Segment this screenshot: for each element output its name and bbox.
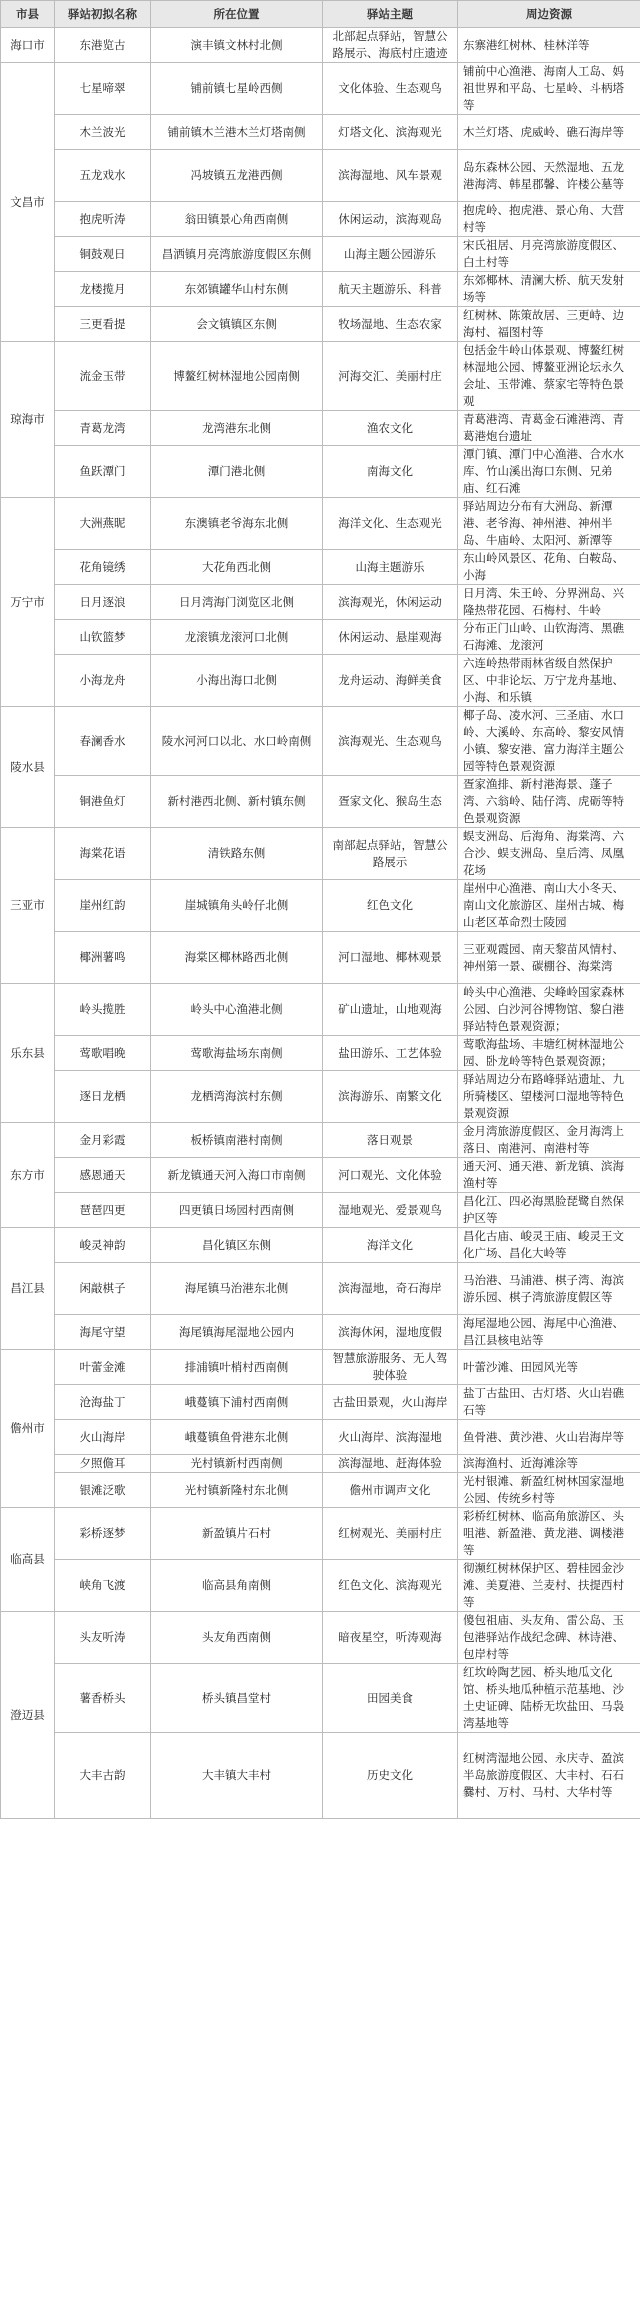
table-row bbox=[1, 307, 640, 342]
station-name-cell: 小海龙舟 bbox=[55, 655, 151, 707]
theme-cell: 疍家文化、猴岛生态 bbox=[323, 776, 458, 828]
station-name-cell: 感恩通天 bbox=[55, 1158, 151, 1193]
location-cell: 岭头中心渔港北侧 bbox=[151, 984, 323, 1036]
resources-cell: 分布正门山岭、山钦海湾、黑礁石海滩、龙滚河 bbox=[458, 620, 640, 655]
location-cell: 临高县角南侧 bbox=[151, 1560, 323, 1612]
station-name-cell: 五龙戏水 bbox=[55, 150, 151, 202]
table-row bbox=[1, 1350, 640, 1385]
resources-cell: 铺前中心渔港、海南人工岛、妈祖世界和平岛、七星岭、斗柄塔等 bbox=[458, 63, 640, 115]
resources-cell: 抱虎岭、抱虎港、景心角、大营村等 bbox=[458, 202, 640, 237]
location-cell: 光村镇新隆村东北侧 bbox=[151, 1473, 323, 1508]
county-cell: 万宁市 bbox=[1, 498, 55, 707]
resources-cell: 岭头中心渔港、尖峰岭国家森林公园、白沙河谷博物馆、黎白港驿站特色景观资源； bbox=[458, 984, 640, 1036]
theme-cell: 山海主题公园游乐 bbox=[323, 237, 458, 272]
location-cell: 新盈镇片石村 bbox=[151, 1508, 323, 1560]
station-name-cell: 山钦篮梦 bbox=[55, 620, 151, 655]
county-cell: 琼海市 bbox=[1, 342, 55, 498]
theme-cell: 盐田游乐、工艺体验 bbox=[323, 1036, 458, 1071]
location-cell: 海棠区椰林路西北侧 bbox=[151, 932, 323, 984]
station-name-cell: 薯香桥头 bbox=[55, 1664, 151, 1733]
table-row bbox=[1, 1560, 640, 1612]
resources-cell: 通天河、通天港、新龙镇、滨海渔村等 bbox=[458, 1158, 640, 1193]
header-location: 所在位置 bbox=[151, 1, 323, 28]
station-name-cell: 日月逐浪 bbox=[55, 585, 151, 620]
station-name-cell: 金月彩霞 bbox=[55, 1123, 151, 1158]
station-name-cell: 海棠花语 bbox=[55, 828, 151, 880]
table-row bbox=[1, 776, 640, 828]
theme-cell: 南部起点驿站，智慧公路展示 bbox=[323, 828, 458, 880]
theme-cell: 渔农文化 bbox=[323, 411, 458, 446]
table-row bbox=[1, 1455, 640, 1473]
county-cell: 陵水县 bbox=[1, 707, 55, 828]
resources-cell: 红树林、陈策故居、三更峙、边海村、福图村等 bbox=[458, 307, 640, 342]
theme-cell: 智慧旅游服务、无人驾驶体验 bbox=[323, 1350, 458, 1385]
theme-cell: 北部起点驿站，智慧公路展示、海底村庄遗迹 bbox=[323, 28, 458, 63]
table-row bbox=[1, 984, 640, 1036]
table-row bbox=[1, 585, 640, 620]
location-cell: 板桥镇南港村南侧 bbox=[151, 1123, 323, 1158]
county-cell: 文昌市 bbox=[1, 63, 55, 342]
resources-cell: 莺歌海盐场、丰塘红树林湿地公园、卧龙岭等特色景观资源； bbox=[458, 1036, 640, 1071]
resources-cell: 昌化江、四必海黑脸琵鹭自然保护区等 bbox=[458, 1193, 640, 1228]
station-name-cell: 莺歌唱晚 bbox=[55, 1036, 151, 1071]
resources-cell: 海尾湿地公园、海尾中心渔港、昌江县核电站等 bbox=[458, 1315, 640, 1350]
resources-cell: 潭门镇、潭门中心渔港、合水水库、竹山溪出海口东侧、兄弟庙、红石滩 bbox=[458, 446, 640, 498]
station-name-cell: 叶蕾金滩 bbox=[55, 1350, 151, 1385]
theme-cell: 滨海休闲，湿地度假 bbox=[323, 1315, 458, 1350]
theme-cell: 滨海观光，休闲运动 bbox=[323, 585, 458, 620]
county-cell: 东方市 bbox=[1, 1123, 55, 1228]
table-row bbox=[1, 28, 640, 63]
location-cell: 光村镇新村西南侧 bbox=[151, 1455, 323, 1473]
table-row bbox=[1, 1036, 640, 1071]
theme-cell: 河海交汇、美丽村庄 bbox=[323, 342, 458, 411]
table-row bbox=[1, 1733, 640, 1819]
station-name-cell: 夕照儋耳 bbox=[55, 1455, 151, 1473]
theme-cell: 火山海岸、滨海湿地 bbox=[323, 1420, 458, 1455]
location-cell: 四更镇日场园村西南侧 bbox=[151, 1193, 323, 1228]
station-name-cell: 闲敲棋子 bbox=[55, 1263, 151, 1315]
station-name-cell: 东港览古 bbox=[55, 28, 151, 63]
table-row bbox=[1, 1123, 640, 1158]
table-row bbox=[1, 1473, 640, 1508]
theme-cell: 滨海游乐、南繁文化 bbox=[323, 1071, 458, 1123]
location-cell: 会文镇镇区东侧 bbox=[151, 307, 323, 342]
table-row bbox=[1, 550, 640, 585]
county-cell: 昌江县 bbox=[1, 1228, 55, 1350]
table-row bbox=[1, 115, 640, 150]
location-cell: 清铁路东侧 bbox=[151, 828, 323, 880]
resources-cell: 木兰灯塔、虎威岭、礁石海岸等 bbox=[458, 115, 640, 150]
location-cell: 陵水河河口以北、水口岭南侧 bbox=[151, 707, 323, 776]
theme-cell: 矿山遗址，山地观海 bbox=[323, 984, 458, 1036]
station-name-cell: 花角镜绣 bbox=[55, 550, 151, 585]
station-name-cell: 火山海岸 bbox=[55, 1420, 151, 1455]
location-cell: 排浦镇叶梢村西南侧 bbox=[151, 1350, 323, 1385]
location-cell: 铺前镇木兰港木兰灯塔南侧 bbox=[151, 115, 323, 150]
location-cell: 大花角西北侧 bbox=[151, 550, 323, 585]
station-name-cell: 春澜香水 bbox=[55, 707, 151, 776]
resources-cell: 东郊椰林、清澜大桥、航天发射场等 bbox=[458, 272, 640, 307]
table-row bbox=[1, 202, 640, 237]
resources-cell: 马治港、马浦港、棋子湾、海滨游乐园、棋子湾旅游度假区等 bbox=[458, 1263, 640, 1315]
theme-cell: 滨海湿地、赶海体验 bbox=[323, 1455, 458, 1473]
table-row bbox=[1, 1385, 640, 1420]
station-name-cell: 木兰波光 bbox=[55, 115, 151, 150]
table-row bbox=[1, 446, 640, 498]
location-cell: 昌化镇区东侧 bbox=[151, 1228, 323, 1263]
table-row bbox=[1, 828, 640, 880]
station-name-cell: 椰洲薯鸣 bbox=[55, 932, 151, 984]
resources-cell: 盐丁古盐田、古灯塔、火山岩礁石等 bbox=[458, 1385, 640, 1420]
table-row bbox=[1, 498, 640, 550]
location-cell: 铺前镇七星岭西侧 bbox=[151, 63, 323, 115]
resources-cell: 傻包祖庙、头友角、雷公岛、玉包港驿站作战纪念碑、林诗港、包岸村等 bbox=[458, 1612, 640, 1664]
table-row bbox=[1, 1263, 640, 1315]
table-row bbox=[1, 1508, 640, 1560]
header-row bbox=[1, 1, 640, 28]
resources-cell: 椰子岛、凌水河、三圣庙、水口岭、大溪岭、东高岭、黎安风情小镇、黎安港、富力海洋主题公园等特色景观资源 bbox=[458, 707, 640, 776]
resources-cell: 崖州中心渔港、南山大小冬天、南山文化旅游区、崖州古城、梅山老区革命烈士陵园 bbox=[458, 880, 640, 932]
table-row bbox=[1, 1228, 640, 1263]
station-name-cell: 彩桥逐梦 bbox=[55, 1508, 151, 1560]
station-name-cell: 头友听涛 bbox=[55, 1612, 151, 1664]
location-cell: 海尾镇马治港东北侧 bbox=[151, 1263, 323, 1315]
resources-cell: 叶蕾沙滩、田园风光等 bbox=[458, 1350, 640, 1385]
county-cell: 儋州市 bbox=[1, 1350, 55, 1508]
station-name-cell: 海尾守望 bbox=[55, 1315, 151, 1350]
theme-cell: 红色文化 bbox=[323, 880, 458, 932]
table-body bbox=[1, 28, 640, 1819]
location-cell: 新龙镇通天河入海口市南侧 bbox=[151, 1158, 323, 1193]
theme-cell: 儋州市调声文化 bbox=[323, 1473, 458, 1508]
station-name-cell: 流金玉带 bbox=[55, 342, 151, 411]
table-row bbox=[1, 932, 640, 984]
theme-cell: 历史文化 bbox=[323, 1733, 458, 1819]
resources-cell: 光村银滩、新盈红树林国家湿地公园、传统乡村等 bbox=[458, 1473, 640, 1508]
location-cell: 崖城镇角头岭仔北侧 bbox=[151, 880, 323, 932]
resources-cell: 鱼骨港、黄沙港、火山岩海岸等 bbox=[458, 1420, 640, 1455]
location-cell: 博鳌红树林湿地公园南侧 bbox=[151, 342, 323, 411]
county-cell: 海口市 bbox=[1, 28, 55, 63]
station-name-cell: 抱虎听涛 bbox=[55, 202, 151, 237]
table-row bbox=[1, 1193, 640, 1228]
location-cell: 昌洒镇月亮湾旅游度假区东侧 bbox=[151, 237, 323, 272]
location-cell: 龙栖湾海滨村东侧 bbox=[151, 1071, 323, 1123]
resources-cell: 昌化古庙、峻灵王庙、峻灵王文化广场、昌化大岭等 bbox=[458, 1228, 640, 1263]
county-cell: 三亚市 bbox=[1, 828, 55, 984]
table-row bbox=[1, 237, 640, 272]
table-row bbox=[1, 342, 640, 411]
resources-cell: 包括金牛岭山体景观、博鳌红树林湿地公园、博鳌亚洲论坛永久会址、玉带滩、蔡家宅等特色景观 bbox=[458, 342, 640, 411]
location-cell: 峨蔓镇下浦村西南侧 bbox=[151, 1385, 323, 1420]
theme-cell: 灯塔文化、滨海观光 bbox=[323, 115, 458, 150]
location-cell: 莺歌海盐场东南侧 bbox=[151, 1036, 323, 1071]
county-cell: 澄迈县 bbox=[1, 1612, 55, 1819]
station-name-cell: 峡角飞渡 bbox=[55, 1560, 151, 1612]
station-name-cell: 青葛龙湾 bbox=[55, 411, 151, 446]
location-cell: 大丰镇大丰村 bbox=[151, 1733, 323, 1819]
resources-cell: 三亚观霞园、南天黎苗风情村、神州第一景、碳棚谷、海棠湾 bbox=[458, 932, 640, 984]
location-cell: 龙湾港东北侧 bbox=[151, 411, 323, 446]
table-row bbox=[1, 63, 640, 115]
station-name-cell: 三更看提 bbox=[55, 307, 151, 342]
station-name-cell: 大洲燕昵 bbox=[55, 498, 151, 550]
table-row bbox=[1, 1612, 640, 1664]
resources-cell: 东寨港红树林、桂林洋等 bbox=[458, 28, 640, 63]
location-cell: 小海出海口北侧 bbox=[151, 655, 323, 707]
county-cell: 临高县 bbox=[1, 1508, 55, 1612]
location-cell: 海尾镇海尾湿地公园内 bbox=[151, 1315, 323, 1350]
station-name-cell: 鱼跃潭门 bbox=[55, 446, 151, 498]
theme-cell: 海洋文化 bbox=[323, 1228, 458, 1263]
table-row bbox=[1, 1158, 640, 1193]
theme-cell: 落日观景 bbox=[323, 1123, 458, 1158]
theme-cell: 休闲运动，滨海观岛 bbox=[323, 202, 458, 237]
station-name-cell: 铜鼓观日 bbox=[55, 237, 151, 272]
resources-cell: 日月湾、朱王岭、分界洲岛、兴隆热带花园、石梅村、牛岭 bbox=[458, 585, 640, 620]
theme-cell: 龙舟运动、海鲜美食 bbox=[323, 655, 458, 707]
county-cell: 乐东县 bbox=[1, 984, 55, 1123]
location-cell: 东郊镇罐华山村东侧 bbox=[151, 272, 323, 307]
station-name-cell: 沧海盐丁 bbox=[55, 1385, 151, 1420]
resources-cell: 红坎岭陶艺园、桥头地瓜文化馆、桥头地瓜种植示范基地、沙土史证碑、陆桥无坎盐田、马袅湾基地等 bbox=[458, 1664, 640, 1733]
table-row bbox=[1, 1420, 640, 1455]
station-name-cell: 琶琶四更 bbox=[55, 1193, 151, 1228]
resources-cell: 六连岭热带雨林省级自然保护区、中非论坛、万宁龙舟基地、小海、和乐镇 bbox=[458, 655, 640, 707]
resources-cell: 金月湾旅游度假区、金月海湾上落日、南港河、南港村等 bbox=[458, 1123, 640, 1158]
theme-cell: 红树观光、美丽村庄 bbox=[323, 1508, 458, 1560]
theme-cell: 牧场湿地、生态农家 bbox=[323, 307, 458, 342]
table-row bbox=[1, 1664, 640, 1733]
theme-cell: 文化体验、生态观鸟 bbox=[323, 63, 458, 115]
resources-cell: 滨海渔村、近海滩涂等 bbox=[458, 1455, 640, 1473]
table-row bbox=[1, 620, 640, 655]
theme-cell: 休闲运动、悬崖观海 bbox=[323, 620, 458, 655]
station-name-cell: 逐日龙栖 bbox=[55, 1071, 151, 1123]
theme-cell: 滨海观光、生态观鸟 bbox=[323, 707, 458, 776]
theme-cell: 湿地观光、爱景观鸟 bbox=[323, 1193, 458, 1228]
table-row bbox=[1, 1071, 640, 1123]
theme-cell: 河口湿地、椰林观景 bbox=[323, 932, 458, 984]
location-cell: 峨蔓镇鱼骨港东北侧 bbox=[151, 1420, 323, 1455]
theme-cell: 滨海湿地，奇石海岸 bbox=[323, 1263, 458, 1315]
location-cell: 冯坡镇五龙港西侧 bbox=[151, 150, 323, 202]
table-row bbox=[1, 1315, 640, 1350]
resources-cell: 红树湾湿地公园、永庆寺、盈滨半岛旅游度假区、大丰村、石石爨村、万村、马村、大华村等 bbox=[458, 1733, 640, 1819]
theme-cell: 古盐田景观，火山海岸 bbox=[323, 1385, 458, 1420]
location-cell: 头友角西南侧 bbox=[151, 1612, 323, 1664]
resources-cell: 驿站周边分布有大洲岛、新潭港、老爷海、神州港、神州半岛、牛庙岭、太阳河、新潭等 bbox=[458, 498, 640, 550]
resources-cell: 彻濒红树林保护区、碧桂园金沙滩、美夏港、兰麦村、扶提西村等 bbox=[458, 1560, 640, 1612]
location-cell: 新村港西北侧、新村镇东侧 bbox=[151, 776, 323, 828]
location-cell: 东澳镇老爷海东北侧 bbox=[151, 498, 323, 550]
header-county: 市县 bbox=[1, 1, 55, 28]
resources-cell: 疍家渔排、新村港海景、蓬子湾、六翁岭、陆仔湾、虎砺等特色景观资源 bbox=[458, 776, 640, 828]
header-resources: 周边资源 bbox=[458, 1, 640, 28]
header-station-name: 驿站初拟名称 bbox=[55, 1, 151, 28]
theme-cell: 红色文化、滨海观光 bbox=[323, 1560, 458, 1612]
theme-cell: 田园美食 bbox=[323, 1664, 458, 1733]
table-row bbox=[1, 411, 640, 446]
resources-cell: 彩桥红树林、临高角旅游区、头咀港、新盈港、黄龙港、调楼港等 bbox=[458, 1508, 640, 1560]
location-cell: 桥头镇昌堂村 bbox=[151, 1664, 323, 1733]
header-theme: 驿站主题 bbox=[323, 1, 458, 28]
station-name-cell: 银滩泛歌 bbox=[55, 1473, 151, 1508]
station-name-cell: 大丰古韵 bbox=[55, 1733, 151, 1819]
location-cell: 日月湾海门浏览区北侧 bbox=[151, 585, 323, 620]
theme-cell: 山海主题游乐 bbox=[323, 550, 458, 585]
resources-cell: 青葛港湾、青葛金石滩港湾、青葛港炮台遗址 bbox=[458, 411, 640, 446]
location-cell: 演丰镇文林村北侧 bbox=[151, 28, 323, 63]
theme-cell: 暗夜星空，听涛观海 bbox=[323, 1612, 458, 1664]
station-name-cell: 峻灵神韵 bbox=[55, 1228, 151, 1263]
resources-cell: 蜈支洲岛、后海角、海棠湾、六合沙、蜈支洲岛、皇后湾、凤凰花场 bbox=[458, 828, 640, 880]
station-name-cell: 崖州红韵 bbox=[55, 880, 151, 932]
location-cell: 龙滚镇龙滚河口北侧 bbox=[151, 620, 323, 655]
table-row bbox=[1, 150, 640, 202]
theme-cell: 航天主题游乐、科普 bbox=[323, 272, 458, 307]
station-name-cell: 岭头揽胜 bbox=[55, 984, 151, 1036]
resources-cell: 东山岭风景区、花角、白鞍岛、小海 bbox=[458, 550, 640, 585]
station-name-cell: 龙楼揽月 bbox=[55, 272, 151, 307]
table-row bbox=[1, 707, 640, 776]
station-name-cell: 七星啼翠 bbox=[55, 63, 151, 115]
theme-cell: 海洋文化、生态观光 bbox=[323, 498, 458, 550]
theme-cell: 滨海湿地、风车景观 bbox=[323, 150, 458, 202]
table-row bbox=[1, 655, 640, 707]
resources-cell: 驿站周边分布路峰驿站遗址、九所骑楼区、望楼河口湿地等特色景观资源 bbox=[458, 1071, 640, 1123]
table-row bbox=[1, 272, 640, 307]
resources-cell: 岛东森林公园、天然湿地、五龙港海湾、韩星郡馨、许楼公墓等 bbox=[458, 150, 640, 202]
station-name-cell: 铜港鱼灯 bbox=[55, 776, 151, 828]
theme-cell: 南海文化 bbox=[323, 446, 458, 498]
resources-cell: 宋氏祖居、月亮湾旅游度假区、白土村等 bbox=[458, 237, 640, 272]
theme-cell: 河口观光、文化体验 bbox=[323, 1158, 458, 1193]
location-cell: 翁田镇景心角西南侧 bbox=[151, 202, 323, 237]
table-row bbox=[1, 880, 640, 932]
location-cell: 潭门港北侧 bbox=[151, 446, 323, 498]
